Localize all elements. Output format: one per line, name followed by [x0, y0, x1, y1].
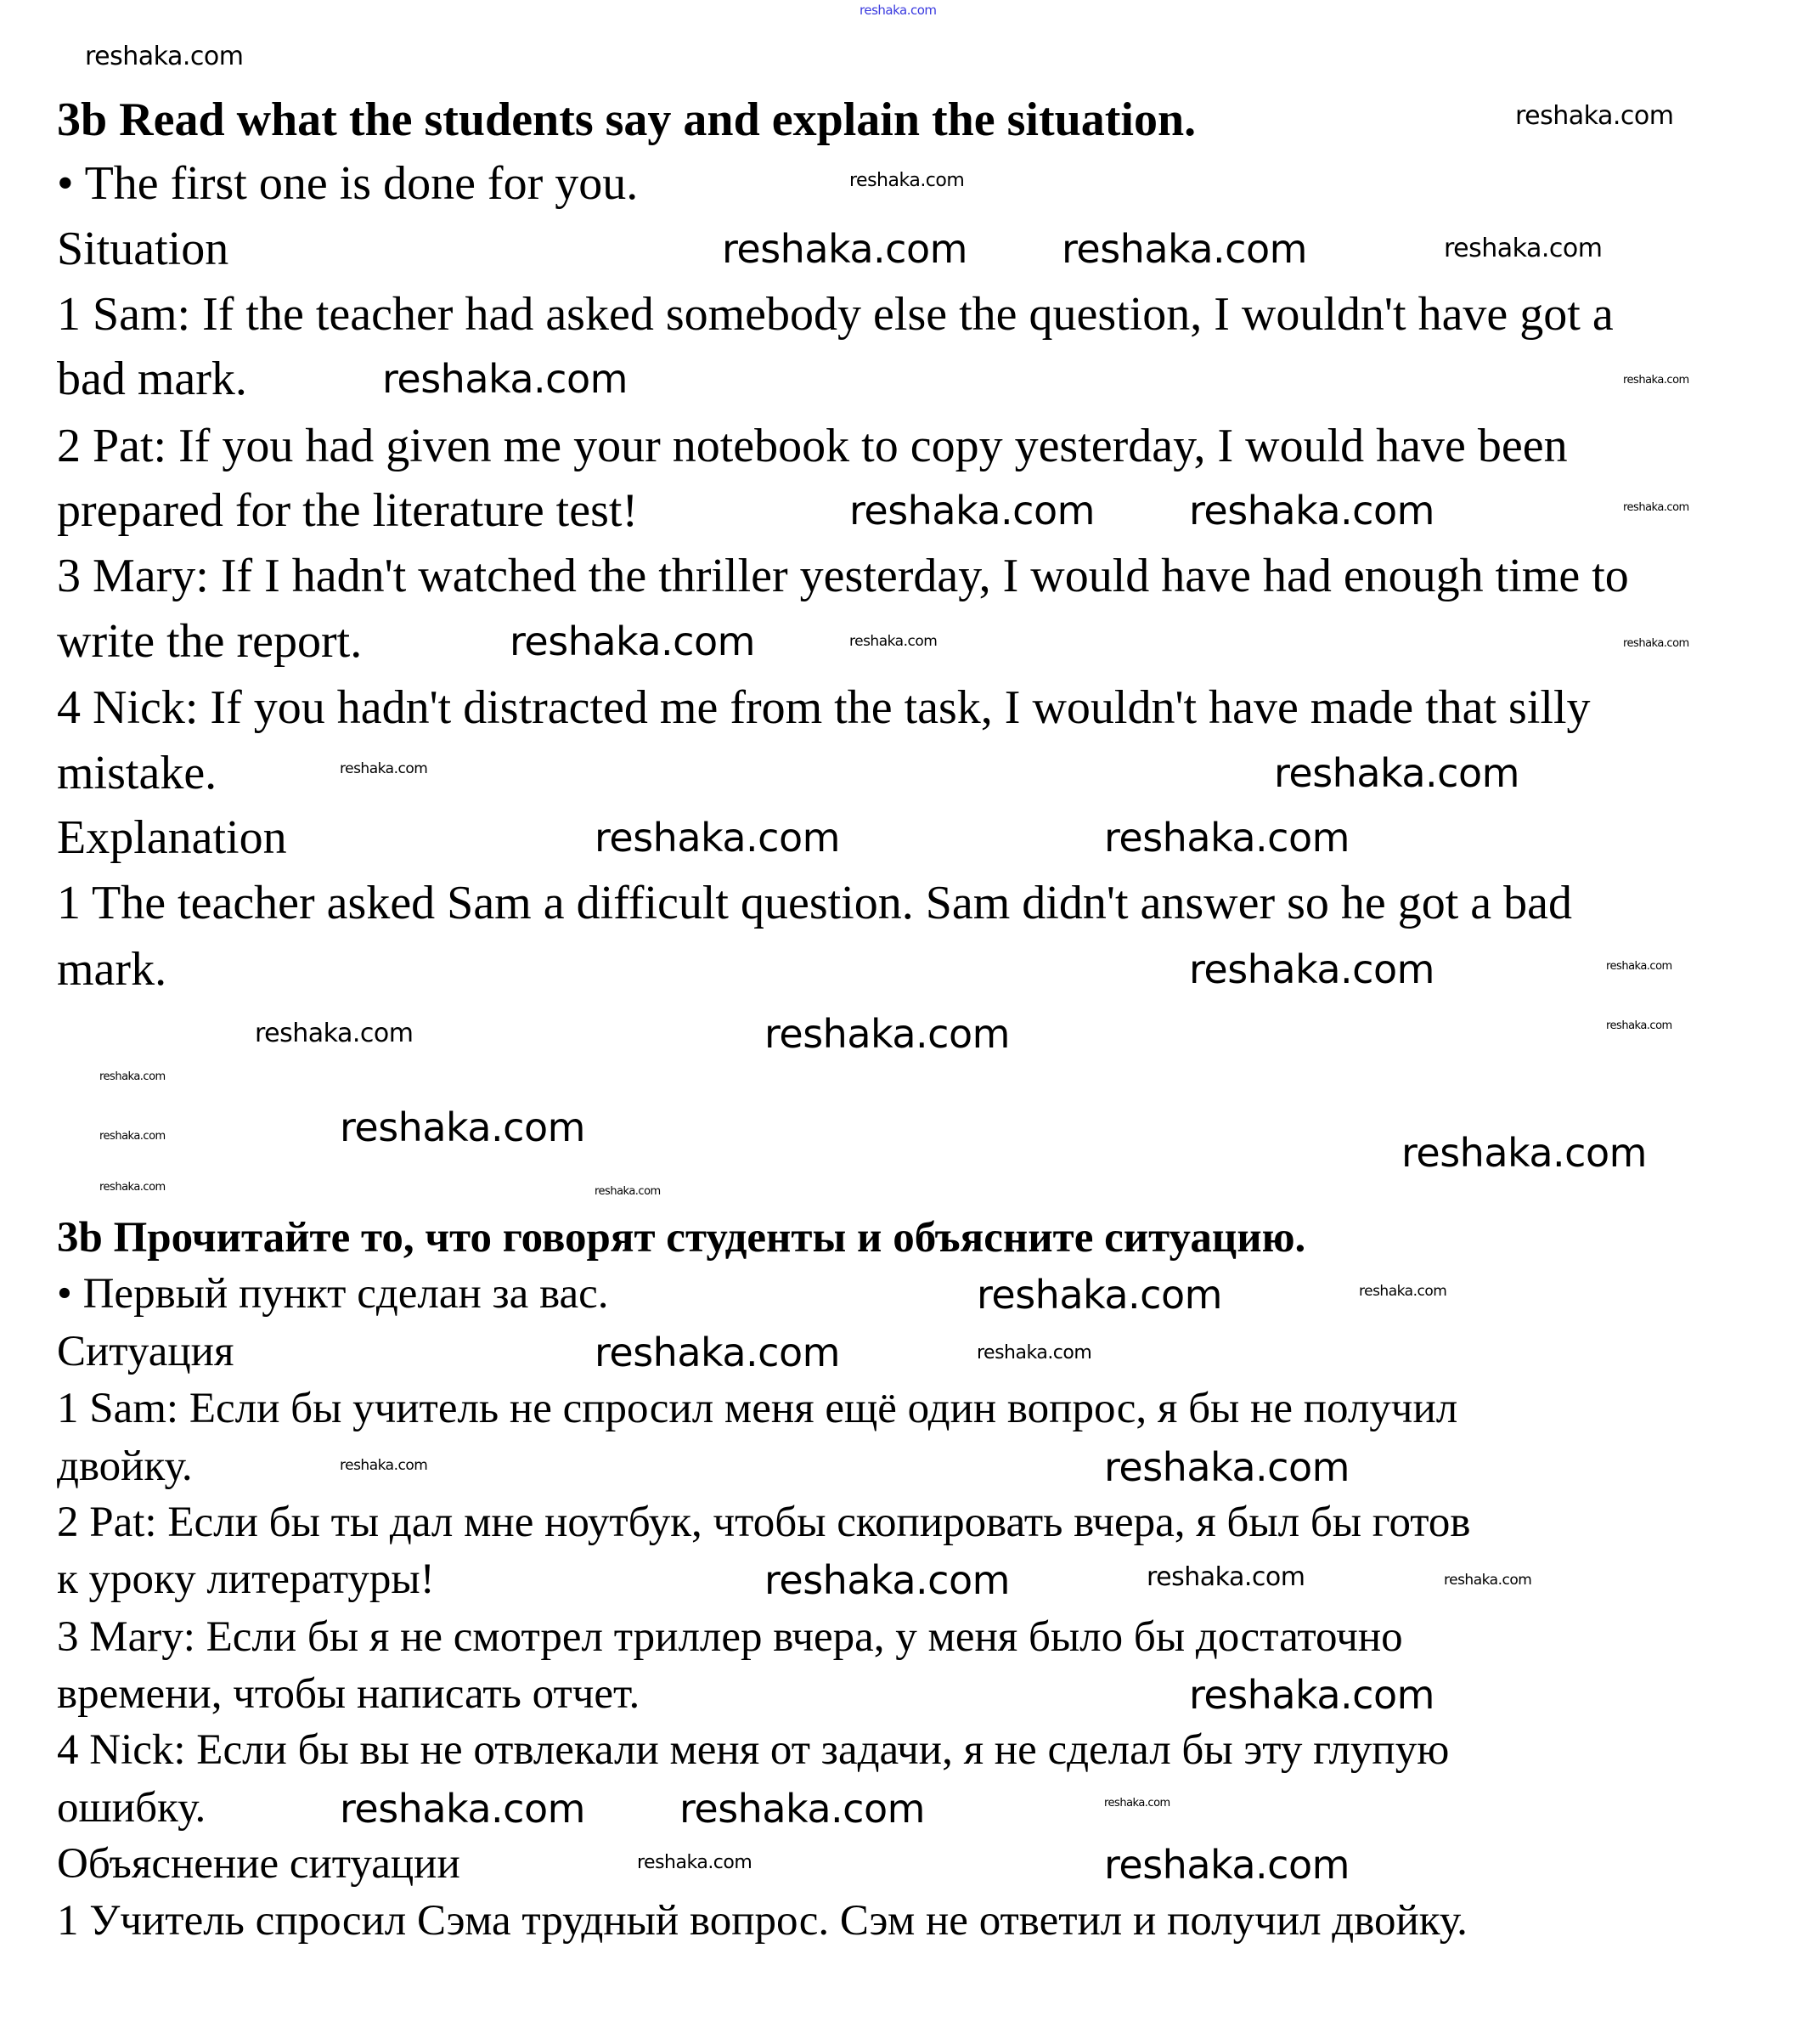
situation-line-ru: 2 Pat: Если бы ты дал мне ноутбук, чтобы скопировать вчера, я был бы готов	[57, 1499, 1471, 1546]
watermark-text: reshaka.com	[1147, 1562, 1305, 1592]
situation-label-ru: Ситуация	[57, 1328, 234, 1375]
watermark-text: reshaka.com	[1189, 1672, 1434, 1718]
russian-heading: 3b Прочитайте то, что говорят студенты и объясните ситуацию.	[57, 1214, 1306, 1262]
watermark-text: reshaka.com	[595, 815, 840, 861]
watermark-text: reshaka.com	[1623, 374, 1689, 387]
situation-line: prepared for the literature test!	[57, 484, 639, 537]
situation-line: 3 Mary: If I hadn't watched the thriller yesterday, I would have had enough time to	[57, 550, 1629, 602]
english-heading: 3b Read what the students say and explain the situation.	[57, 93, 1197, 146]
situation-line: 4 Nick: If you hadn't distracted me from the task, I wouldn't have made that silly	[57, 681, 1591, 734]
watermark-text: reshaka.com	[1062, 226, 1307, 272]
watermark-text: reshaka.com	[1444, 1572, 1532, 1589]
situation-line-ru: двойку.	[57, 1443, 193, 1490]
watermark-text: reshaka.com	[340, 1104, 585, 1150]
watermark-text: reshaka.com	[1623, 637, 1689, 650]
situation-line-ru: времени, чтобы написать отчет.	[57, 1670, 640, 1718]
watermark-text: reshaka.com	[1401, 1130, 1647, 1176]
situation-label: Situation	[57, 223, 229, 275]
watermark-text: reshaka.com	[85, 42, 244, 71]
watermark-text: reshaka.com	[510, 618, 755, 664]
watermark-text: reshaka.com	[1189, 946, 1434, 992]
watermark-text: reshaka.com	[977, 1342, 1092, 1364]
situation-line-ru: к уроку литературы!	[57, 1556, 435, 1603]
explanation-line: mark.	[57, 943, 167, 996]
situation-line: bad mark.	[57, 353, 247, 405]
watermark-text: reshaka.com	[340, 1786, 585, 1832]
watermark-text: reshaka.com	[99, 1181, 166, 1194]
watermark-text: reshaka.com	[1606, 1019, 1672, 1032]
watermark-text: reshaka.com	[1359, 1283, 1447, 1300]
watermark-text: reshaka.com	[340, 760, 428, 777]
explanation-label-ru: Объяснение ситуации	[57, 1840, 460, 1888]
watermark-text: reshaka.com	[1104, 1842, 1350, 1888]
situation-line: 2 Pat: If you had given me your notebook to copy yesterday, I would have been	[57, 420, 1568, 472]
watermark-text: reshaka.com	[1274, 750, 1519, 796]
english-note: • The first one is done for you.	[57, 157, 639, 210]
explanation-label: Explanation	[57, 811, 287, 864]
situation-line: write the report.	[57, 615, 363, 668]
watermark-text: reshaka.com	[1444, 234, 1603, 263]
watermark-text: reshaka.com	[1623, 501, 1689, 514]
watermark-text: reshaka.com	[849, 488, 1095, 534]
russian-note: • Первый пункт сделан за вас.	[57, 1270, 609, 1318]
situation-line-ru: 3 Mary: Если бы я не смотрел триллер вчера, у меня было бы достаточно	[57, 1613, 1403, 1661]
watermark-text: reshaka.com	[99, 1070, 166, 1083]
situation-line: 1 Sam: If the teacher had asked somebody else the question, I wouldn't have got a	[57, 288, 1614, 341]
explanation-line-ru: 1 Учитель спросил Сэма трудный вопрос. Сэм не ответил и получил двойку.	[57, 1897, 1468, 1945]
watermark-text: reshaka.com	[1606, 960, 1672, 973]
watermark-text: reshaka.com	[1104, 1797, 1170, 1810]
watermark-text: reshaka.com	[1515, 101, 1674, 131]
situation-line-ru: 1 Sam: Если бы учитель не спросил меня ещё один вопрос, я бы не получил	[57, 1385, 1458, 1432]
watermark-text: reshaka.com	[340, 1457, 428, 1474]
watermark-text: reshaka.com	[849, 633, 938, 650]
watermark-text: reshaka.com	[977, 1272, 1222, 1318]
watermark-text: reshaka.com	[1189, 488, 1434, 534]
situation-line-ru: 4 Nick: Если бы вы не отвлекали меня от задачи, я не сделал бы эту глупую	[57, 1726, 1450, 1774]
watermark-text: reshaka.com	[1104, 815, 1350, 861]
watermark-text: reshaka.com	[595, 1185, 661, 1198]
watermark-text: reshaka.com	[637, 1852, 752, 1873]
watermark-text: reshaka.com	[849, 170, 965, 191]
watermark-text: reshaka.com	[595, 1330, 840, 1375]
watermark-text: reshaka.com	[764, 1011, 1010, 1057]
watermark-text: reshaka.com	[860, 3, 937, 18]
watermark-text: reshaka.com	[99, 1130, 166, 1143]
watermark-text: reshaka.com	[764, 1557, 1010, 1603]
situation-line-ru: ошибку.	[57, 1784, 206, 1832]
watermark-text: reshaka.com	[722, 226, 967, 272]
situation-line: mistake.	[57, 747, 217, 799]
watermark-text: reshaka.com	[382, 356, 628, 402]
watermark-text: reshaka.com	[255, 1019, 414, 1048]
watermark-text: reshaka.com	[679, 1786, 925, 1832]
watermark-text: reshaka.com	[1104, 1444, 1350, 1490]
explanation-line: 1 The teacher asked Sam a difficult question. Sam didn't answer so he got a bad	[57, 877, 1573, 929]
